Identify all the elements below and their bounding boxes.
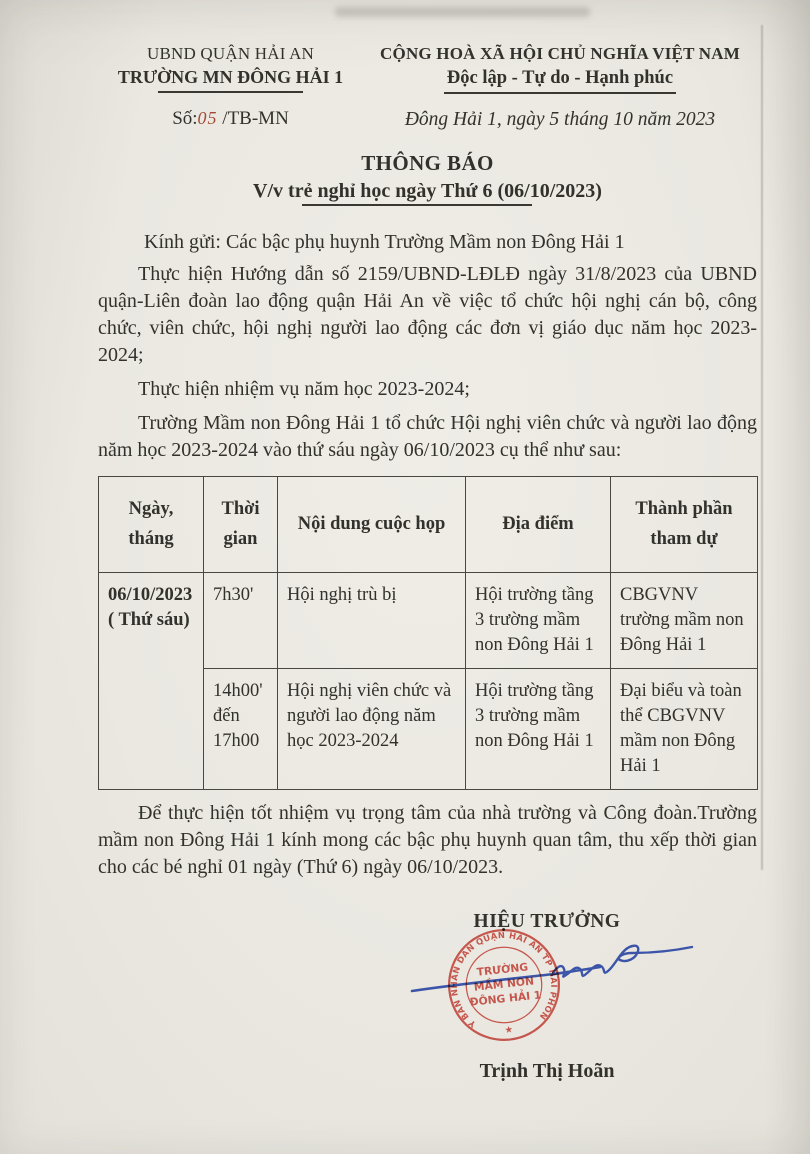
document-number-handwritten-value: 05 <box>197 108 218 128</box>
national-motto: Độc lập - Tự do - Hạnh phúc <box>444 68 676 94</box>
col-header-content: Nội dung cuộc họp <box>278 477 466 573</box>
paragraph: Trường Mầm non Đông Hải 1 tổ chức Hội nghị viên chức và người lao động năm học 2023-2024 vào thứ sáu ngày 06/10/2023 cụ thể như sau: <box>98 412 757 461</box>
stamp-ring-text: ỦY BAN NHÂN DÂN QUẬN HẢI AN TP HẢI PHÒNG <box>433 923 560 1030</box>
cell-time: 14h00' đến 17h00 <box>204 668 278 789</box>
col-header-participants: Thành phần tham dự <box>611 477 758 573</box>
document-title: THÔNG BÁO <box>361 151 494 175</box>
recipient-line: Kính gửi: Các bậc phụ huynh Trường Mầm non Đông Hải 1 <box>144 231 625 253</box>
document-header <box>98 44 757 131</box>
cell-location: Hội trường tầng 3 trường mầm non Đông Hải 1 <box>466 668 611 789</box>
cell-date <box>99 573 204 790</box>
document-body <box>98 261 757 464</box>
stamp-center-line2: MẦM NON <box>473 974 535 994</box>
document-subtitle-box <box>253 180 602 203</box>
stamp-star: ★ <box>504 1025 514 1036</box>
meeting-schedule-table <box>98 476 758 790</box>
document-number <box>98 108 363 130</box>
handwritten-signature <box>404 929 704 1009</box>
cell-participants: CBGVNV trường mầm non Đông Hải 1 <box>611 573 758 669</box>
national-motto-block <box>363 44 757 131</box>
signature-block <box>382 911 712 1101</box>
document-subtitle: V/v trẻ nghỉ học ngày Thứ 6 (06/10/2023) <box>253 180 602 202</box>
stamp-center-line1: TRƯỜNG <box>476 960 529 979</box>
school-name: TRƯỜNG MN ĐÔNG HẢI 1 <box>117 67 344 87</box>
cell-participants: Đại biểu và toàn thể CBGVNV mầm non Đông Hải 1 <box>611 668 758 789</box>
cell-date-line1: 06/10/2023 <box>108 585 193 605</box>
document-number-suffix: /TB-MN <box>217 108 289 129</box>
table-header-row <box>99 477 758 573</box>
table-row <box>99 573 758 669</box>
stamp-center-line3: ĐÔNG HẢI 1 <box>468 988 542 1009</box>
cell-time: 7h30' <box>204 573 278 669</box>
org-name-underline <box>158 91 303 93</box>
cell-content: Hội nghị viên chức và người lao động năm học 2023-2024 <box>278 668 466 789</box>
national-title: CỘNG HOÀ XÃ HỘI CHỦ NGHĨA VIỆT NAM <box>380 44 740 63</box>
signer-name: Trịnh Thị Hoãn <box>479 1059 615 1082</box>
paragraph: Thực hiện Hướng dẫn số 2159/UBND-LĐLĐ ngày 31/8/2023 của UBND quận-Liên đoàn lao động quận Hải An về việc tổ chức hội nghị cán bộ, công chức, viên chức, hội nghị người lao động các đơn vị giáo dục năm học 2023-2024; <box>98 263 757 366</box>
cell-content: Hội nghị trù bị <box>278 573 466 669</box>
col-header-location: Địa điểm <box>466 477 611 573</box>
cell-location: Hội trường tầng 3 trường mầm non Đông Hải 1 <box>466 573 611 669</box>
subtitle-underline <box>302 204 532 206</box>
place-and-date: Đông Hải 1, ngày 5 tháng 10 năm 2023 <box>404 109 716 130</box>
parent-org-name: UBND QUẬN HẢI AN <box>146 44 315 63</box>
col-header-date: Ngày, tháng <box>99 477 204 573</box>
title-block <box>98 151 757 203</box>
col-header-time: Thời gian <box>204 477 278 573</box>
document-number-label: Số: <box>172 108 198 129</box>
cell-date-line2: ( Thứ sáu) <box>108 609 190 630</box>
signer-title: HIỆU TRƯỞNG <box>473 910 621 932</box>
paragraph: Thực hiện nhiệm vụ năm học 2023-2024; <box>138 378 470 400</box>
issuing-org-block <box>98 44 363 131</box>
closing-paragraph: Để thực hiện tốt nhiệm vụ trọng tâm của nhà trường và Công đoàn.Trường mầm non Đông Hải 1 kính mong các bậc phụ huynh quan tâm, thu xếp thời gian cho các bé nghỉ 01 ngày (Thứ 6) ngày 06/10/2023. <box>98 801 757 878</box>
